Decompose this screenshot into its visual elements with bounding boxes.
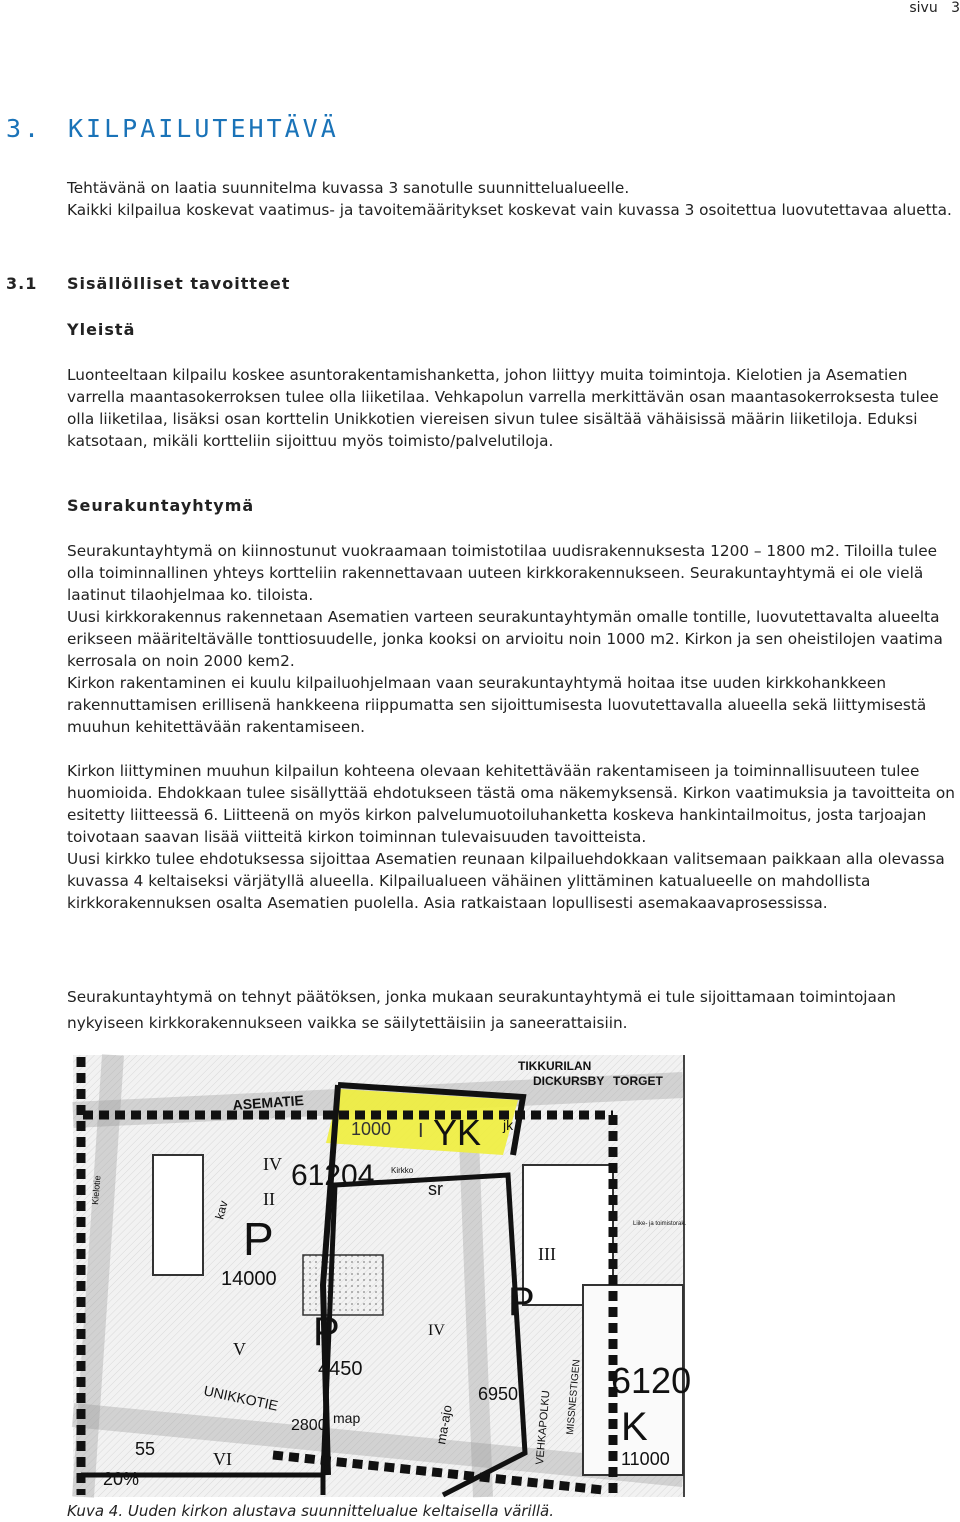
intro-paragraph-2: Kaikki kilpailua koskevat vaatimus- ja tavoitemääritykset koskevat vain kuvassa 3 osoitettua luovutettavaa aluetta.	[67, 201, 952, 219]
parish-paragraph-3: Kirkon rakentaminen ei kuulu kilpailuohjelmaan vaan seurakuntayhtymä hoitaa itse uuden kirkkohankkeen rakennuttamisen erillisenä hankkeena riippumatta sen sijoittumisesta luovutettavalla alueella sekä liittymisestä muuhun kehitettävään rakentamiseen.	[67, 674, 927, 736]
label-roman-4a: IV	[263, 1154, 282, 1174]
label-20-percent: 20%	[103, 1469, 140, 1489]
subsection-title: Sisällölliset tavoitteet	[67, 274, 291, 293]
label-torget: TORGET	[613, 1074, 663, 1088]
page-number	[909, 0, 960, 16]
building-west	[153, 1155, 203, 1275]
label-11000: 11000	[621, 1449, 670, 1469]
subsection-number: 3.1	[6, 274, 38, 293]
general-heading: Yleistä	[67, 320, 136, 339]
parish-paragraph-6: Seurakuntayhtymä on tehnyt päätöksen, jonka mukaan seurakuntayhtymä ei tule sijoittamaan toimintojaan nykyiseen kirkkorakennukseen vaikka se säilytettäisiin ja saneerattaisiin.	[67, 988, 897, 1032]
label-p-center: P	[313, 1310, 340, 1354]
parish-heading: Seurakuntayhtymä	[67, 496, 255, 515]
label-jk-1: jk	[503, 1117, 514, 1133]
label-p-west: P	[243, 1213, 274, 1265]
label-k: K	[621, 1405, 648, 1449]
label-14000: 14000	[221, 1268, 277, 1290]
label-2800: 2800	[291, 1417, 327, 1434]
label-roman-1: I	[418, 1120, 424, 1142]
label-ma-ajo: ma-ajo	[433, 1403, 455, 1446]
label-roman-2a: II	[263, 1189, 275, 1209]
label-kielotie: Kielotie	[90, 1174, 103, 1206]
label-4450: 4450	[318, 1358, 363, 1380]
building-courtyard	[303, 1255, 383, 1315]
site-plan-map	[73, 1055, 692, 1497]
label-6950: 6950	[478, 1384, 519, 1404]
parish-paragraph-2: Uusi kirkkorakennus rakennetaan Asematien varteen seurakuntayhtymän omalle tontille, luovutettavalta alueelta erikseen määriteltävälle tonttiosuudelle, jonka kooksi on arvioitu noin 1000 m2. Kirkon ja sen oheistilojen vaatima kerrosala on noin 2000 kem2.	[67, 608, 943, 670]
label-block-61204: 61204	[291, 1159, 375, 1192]
label-sr: sr	[428, 1179, 443, 1199]
label-roman-6: VI	[213, 1449, 232, 1469]
label-roman-4b: IV	[428, 1322, 445, 1339]
label-yk: YK	[433, 1112, 482, 1153]
label-kav: kav	[212, 1199, 231, 1221]
label-dickursby: DICKURSBY	[533, 1074, 605, 1088]
figure-caption: Kuva 4. Uuden kirkon alustava suunnittelualue keltaisella värillä.	[67, 1502, 555, 1520]
general-paragraph: Luonteeltaan kilpailu koskee asuntorakentamishanketta, johon liittyy muita toimintoja. Kielotien ja Asematien varrella maantasokerroksen tulee olla liiketilaa. Vehkapolun varrella merkittävän osan maantasokerroksesta tulee olla liiketilaa, lisäksi osan korttelin Unikkotien viereisen sivun tulee sisältää vähäisissä määrin liiketiloja. Eduksi katsotaan, mikäli kortteliin sijoittuu myös toimisto/palvelutiloja.	[67, 366, 939, 450]
label-block-6120: 6120	[611, 1360, 692, 1401]
page-label: sivu	[909, 0, 938, 16]
label-tikkurilan: TIKKURILAN	[518, 1059, 592, 1073]
label-vehkapolku: VEHKAPOLKU	[534, 1389, 553, 1466]
parish-block-3	[67, 984, 958, 1036]
label-kirkko: Kirkko	[391, 1166, 414, 1175]
parish-block-2	[67, 760, 958, 914]
label-roman-5: V	[233, 1339, 246, 1359]
label-liike: Liike- ja toimistorak.	[633, 1221, 687, 1227]
label-missnestigen: MISSNESTIGEN	[565, 1359, 583, 1436]
intro-paragraph-1: Tehtävänä on laatia suunnitelma kuvassa 3 sanotulle suunnittelualueelle.	[67, 179, 630, 197]
site-plan-svg	[73, 1055, 692, 1497]
label-map-road: map	[333, 1410, 361, 1426]
label-area-1000: 1000	[351, 1119, 392, 1139]
parish-paragraph-5: Uusi kirkko tulee ehdotuksessa sijoittaa Asematien reunaan kilpailuehdokkaan valitsemaan paikkaan alla olevassa kuvassa 4 keltaiseksi värjätyllä alueella. Kilpailualueen vähäinen ylittäminen katualueelle on mahdollista kirkkorakennuksen osalta Asematien puolella. Asia ratkaistaan lopullisesti asemakaavaprosessissa.	[67, 850, 945, 912]
parish-paragraph-1: Seurakuntayhtymä on kiinnostunut vuokraamaan toimistotilaa uudisrakennuksesta 1200 – 1800 m2. Tiloilla tulee olla toiminnallinen yhteys kortteliin rakennettavaan uuteen kirkkorakennukseen. Seurakuntayhtymä ei ole vielä laatinut tilaohjelmaa ko. tiloista.	[67, 542, 938, 604]
section-heading	[6, 114, 339, 143]
intro-block	[67, 177, 958, 221]
label-roman-3: III	[538, 1244, 556, 1264]
page-number-value: 3	[951, 0, 960, 16]
parish-paragraph-4: Kirkon liittyminen muuhun kilpailun kohteena olevaan kehitettävään rakentamiseen ja toiminnallisuuteen tulee huomioida. Ehdokkaan tulee sisällyttää ehdotukseen tästä oma näkemyksensä. Kirkon vaatimuksia ja tavoitteita on esitetty liitteessä 6. Liitteenä on myös kirkon palvelumuotoiluhanketta koskeva hankintailmoitus, josta tarjoajan toivotaan saavan lisää viitteitä kirkon toiminnan tulevaisuuden tavoitteista.	[67, 762, 955, 846]
label-55: 55	[135, 1439, 156, 1459]
label-asematie: ASEMATIE	[232, 1092, 305, 1113]
label-p-east: P	[508, 1280, 535, 1324]
general-block	[67, 364, 958, 452]
section-title: KILPAILUTEHTÄVÄ	[68, 114, 339, 143]
subsection-heading	[6, 274, 290, 293]
label-unikkotie: UNIKKOTIE	[202, 1382, 280, 1414]
parish-block	[67, 540, 958, 738]
section-number: 3.	[6, 114, 43, 143]
